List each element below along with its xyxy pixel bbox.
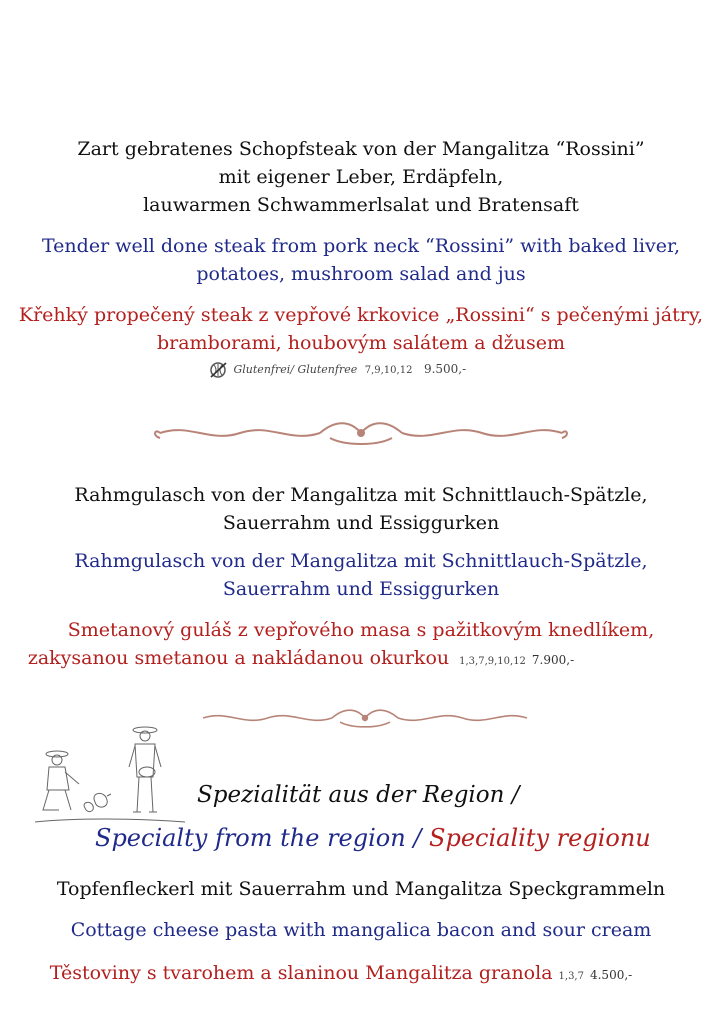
ornament-divider-2: [195, 703, 535, 733]
dish3-de-line: Topfenfleckerl mit Sauerrahm und Mangalitza Speckgrammeln: [56, 878, 666, 900]
dish1-en-line1: Tender well done steak from pork neck “Rossini” with baked liver,: [41, 235, 681, 257]
dish2-de-line2: Sauerrahm und Essiggurken: [222, 512, 500, 534]
dish2-en-line2: Sauerrahm und Essiggurken: [222, 578, 500, 600]
dish2-price: 7.900,-: [531, 653, 575, 667]
dish1-cz-line1: Křehký propečený steak z vepřové krkovice „Rossini“ s pečenými játry,: [18, 304, 704, 326]
dish3-cz-text: Těstoviny s tvarohem a slaninou Mangalitza granola: [49, 962, 553, 984]
dish1-cz-line2: bramborami, houbovým salátem a džusem: [156, 332, 566, 354]
dish2-en-line1: Rahmgulasch von der Mangalitza mit Schnittlauch-Spätzle,: [74, 550, 648, 572]
dish3-allergens: 1,3,7: [558, 971, 584, 982]
region-heading-en: Specialty from the region /: [95, 824, 422, 852]
dish3-en-line: Cottage cheese pasta with mangalica bacon and sour cream: [70, 919, 652, 941]
region-heading-de: Spezialität aus der Region /: [197, 782, 520, 808]
dish1-price: 9.500,-: [423, 362, 467, 376]
dish2-de-line1: Rahmgulasch von der Mangalitza mit Schnittlauch-Spätzle,: [74, 484, 648, 506]
dish2-allergens: 1,3,7,9,10,12: [459, 656, 526, 667]
gluten-free-icon: [208, 361, 230, 379]
ornament-divider-1: [150, 418, 572, 448]
dish3-price: 4.500,-: [589, 968, 633, 982]
dish1-de-line2: mit eigener Leber, Erdäpfeln,: [218, 166, 504, 188]
gluten-free-label: Glutenfrei/ Glutenfree: [233, 363, 358, 376]
dish1-meta: [208, 361, 466, 379]
dish1-en-line2: potatoes, mushroom salad and jus: [196, 263, 526, 285]
dish2-cz-text: zakysanou smetanou a nakládanou okurkou: [27, 647, 450, 669]
farmers-sketch-icon: [35, 722, 185, 832]
dish1-de-line1: Zart gebratenes Schopfsteak von der Mangalitza “Rossini”: [77, 138, 645, 160]
dish2-cz-line2: [0, 645, 662, 675]
dish2-cz-line1: Smetanový guláš z vepřového masa s pažitkovým knedlíkem,: [67, 619, 655, 641]
region-heading-line2: [95, 824, 651, 852]
dish1-allergens: 7,9,10,12: [364, 365, 413, 376]
region-heading-cz: Speciality regionu: [429, 824, 651, 852]
dish3-cz-line: [0, 960, 702, 990]
dish1-de-line3: lauwarmen Schwammerlsalat und Bratensaft: [143, 194, 579, 216]
